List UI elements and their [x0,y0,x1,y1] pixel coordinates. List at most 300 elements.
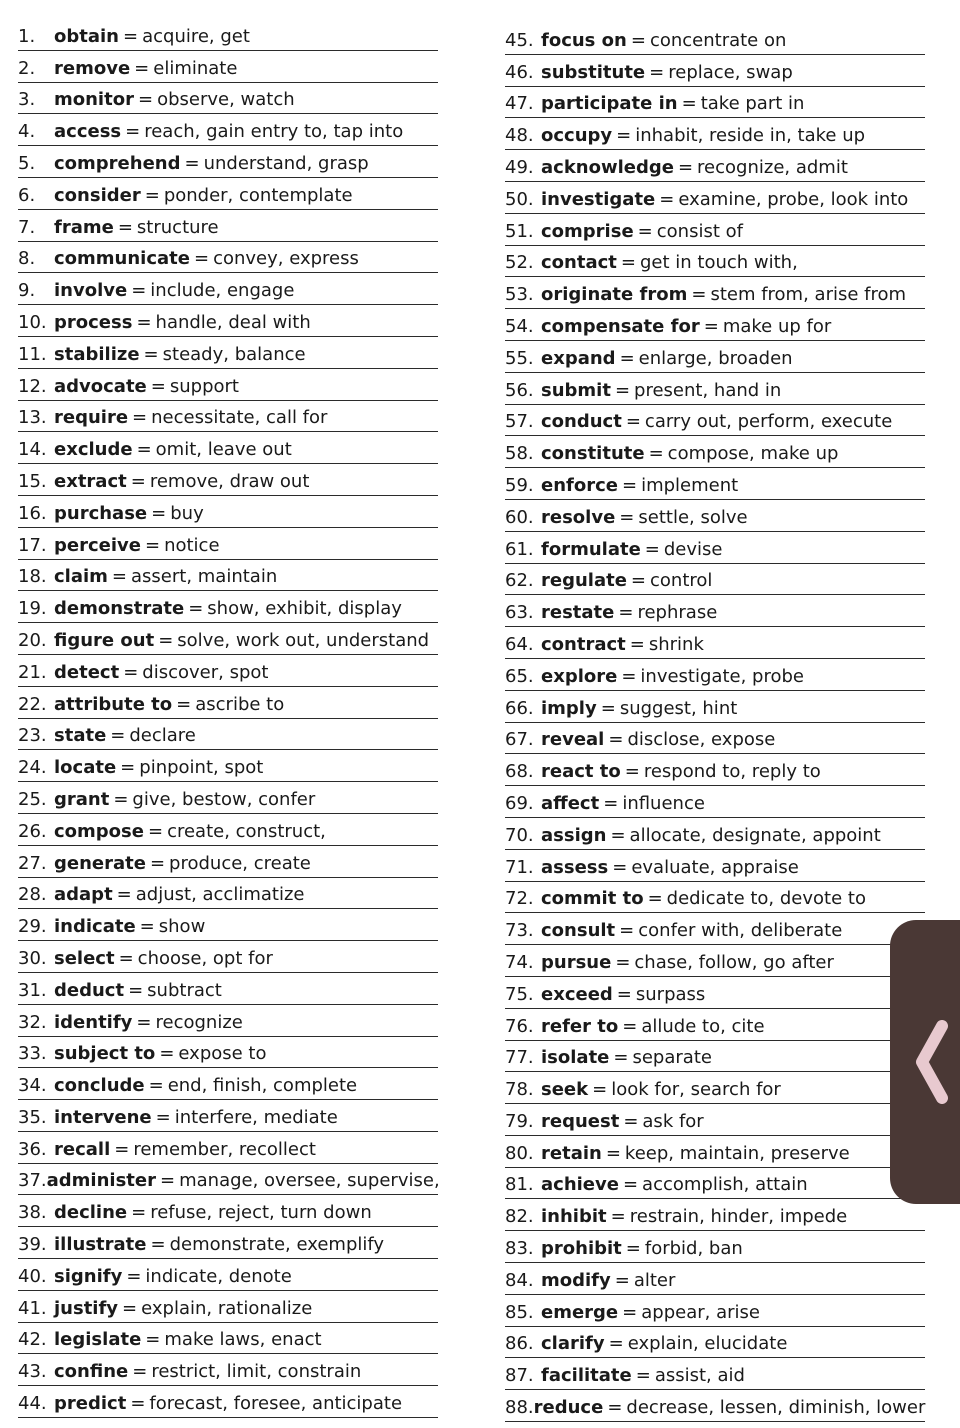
vocabulary-term: modify [541,1269,611,1291]
vocabulary-term: enforce [541,474,618,496]
vocabulary-term: clarify [541,1333,605,1355]
synonym-definition: declare [129,725,196,747]
list-item [18,624,438,655]
item-number: 31. [18,979,47,1001]
vocabulary-term: remove [54,57,131,79]
item-number: 47. [505,93,534,115]
vocabulary-term: exclude [54,439,133,461]
vocabulary-term: constitute [541,443,645,465]
item-number: 6. [18,184,36,206]
equals-sign: = [113,788,129,810]
synonym-definition: subtract [147,979,222,1001]
list-item [18,529,438,560]
synonym-definition: understand, grasp [203,152,369,174]
list-item [505,1328,925,1359]
list-item [505,88,925,119]
synonym-definition: ask for [642,1110,704,1132]
item-number: 16. [18,502,47,524]
synonym-definition: allocate, designate, appoint [629,824,881,846]
item-number: 42. [18,1329,47,1351]
synonym-definition: necessitate, call for [151,407,328,429]
equals-sign: = [622,1174,639,1196]
list-item [505,692,925,723]
list-item [505,374,925,405]
vocabulary-term: compose [54,820,144,842]
synonym-definition: show, exhibit, display [207,598,402,620]
item-number: 81. [505,1174,534,1196]
item-number: 23. [18,725,47,747]
list-item [505,1296,925,1327]
equals-sign: = [610,824,626,846]
equals-sign: = [612,856,628,878]
vocabulary-term: pursue [541,951,612,973]
equals-sign: = [150,1234,166,1256]
item-number: 37. [18,1170,47,1192]
equals-sign: = [677,156,694,178]
item-number: 46. [505,61,534,83]
synonym-definition: chase, follow, go after [634,951,834,973]
list-item [505,787,925,818]
vocabulary-term: adapt [54,884,113,906]
vocabulary-term: purchase [54,502,148,524]
synonym-definition: ponder, contemplate [163,184,353,206]
item-number: 48. [505,125,534,147]
synonym-definition: suggest, hint [619,697,738,719]
synonym-definition: remove, draw out [149,470,310,492]
list-item [18,274,438,305]
synonym-definition: adjust, acclimatize [135,884,305,906]
list-item [18,243,438,274]
synonym-definition: forbid, ban [644,1238,743,1260]
synonym-definition: produce, create [169,852,311,874]
synonym-definition: omit, leave out [155,439,292,461]
synonym-definition: buy [170,502,204,524]
synonym-definition: concentrate on [649,29,787,51]
equals-sign: = [132,407,148,429]
equals-sign: = [615,951,631,973]
vocabulary-term: stabilize [54,343,140,365]
list-item [505,342,925,373]
item-number: 50. [505,188,534,210]
list-item [18,1387,438,1418]
equals-sign: = [143,343,159,365]
list-item [18,688,438,719]
list-item [18,783,438,814]
synonym-definition: control [650,570,713,592]
item-number: 34. [18,1075,47,1097]
list-item [18,815,438,846]
equals-sign: = [130,470,146,492]
list-item [505,56,925,87]
item-number: 32. [18,1011,47,1033]
list-item [505,1264,925,1295]
vocabulary-term: emerge [541,1301,619,1323]
vocabulary-term: contract [541,633,626,655]
list-item [505,755,925,786]
synonym-definition: convey, express [213,248,359,270]
synonym-definition: discover, spot [142,661,269,683]
item-number: 63. [505,602,534,624]
synonym-definition: dedicate to, devote to [666,888,866,910]
vocabulary-term: substitute [541,61,646,83]
item-number: 44. [18,1393,47,1415]
list-item [505,1200,925,1231]
list-item [18,1006,438,1037]
list-item [18,561,438,592]
equals-sign: = [614,379,631,401]
equals-sign: = [111,566,128,588]
vocabulary-term: reveal [541,729,605,751]
item-number: 77. [505,1047,534,1069]
vocabulary-term: recall [54,1138,111,1160]
vocabulary-term: obtain [54,25,119,47]
vocabulary-term: communicate [54,248,190,270]
equals-sign: = [703,315,719,337]
list-item [18,84,438,115]
synonym-definition: allude to, cite [641,1015,765,1037]
item-number: 1. [18,25,36,47]
equals-sign: = [193,248,210,270]
vocabulary-term: frame [54,216,114,238]
synonym-definition: shrink [648,633,704,655]
list-item [18,879,438,910]
list-item [505,724,925,755]
synonym-definition: devise [663,538,723,560]
item-number: 18. [18,566,47,588]
vocabulary-term: explore [541,665,618,687]
synonym-definition: eliminate [153,57,238,79]
equals-sign: = [131,1202,147,1224]
equals-sign: = [625,411,641,433]
equals-sign: = [176,693,192,715]
vocabulary-term: indicate [54,916,136,938]
item-number: 75. [505,983,534,1005]
synonym-definition: include, engage [150,280,295,302]
item-number: 76. [505,1015,534,1037]
synonym-definition: explain, elucidate [627,1333,788,1355]
equals-sign: = [619,347,635,369]
list-item [505,501,925,532]
item-number: 62. [505,570,534,592]
vocabulary-term: resolve [541,506,616,528]
synonym-definition: refuse, reject, turn down [150,1202,372,1224]
vocabulary-term: administer [46,1170,156,1192]
vocabulary-term: retain [541,1142,602,1164]
item-number: 72. [505,888,534,910]
item-number: 26. [18,820,47,842]
equals-sign: = [137,89,154,111]
list-item [505,183,925,214]
vocabulary-term: monitor [54,89,134,111]
list-item [18,402,438,433]
item-number: 56. [505,379,534,401]
synonym-definition: evaluate, appraise [631,856,799,878]
equals-sign: = [607,1397,623,1419]
list-item [18,1228,438,1259]
item-number: 85. [505,1301,534,1323]
side-panel-tab[interactable] [890,920,960,1204]
item-number: 5. [18,152,36,174]
item-number: 64. [505,633,534,655]
vocabulary-term: expand [541,347,616,369]
item-number: 10. [18,311,47,333]
vocabulary-term: access [54,121,122,143]
equals-sign: = [623,1110,639,1132]
synonym-definition: give, bestow, confer [132,788,316,810]
equals-sign: = [600,697,616,719]
vocabulary-term: deduct [54,979,125,1001]
vocabulary-term: involve [54,280,128,302]
synonym-definition: inhabit, reside in, take up [635,125,866,147]
vocabulary-term: comprehend [54,152,181,174]
right-column [505,24,925,1423]
vocabulary-term: claim [54,566,108,588]
list-item [505,946,925,977]
list-item [18,974,438,1005]
item-number: 25. [18,788,47,810]
list-item [18,1165,438,1196]
synonym-definition: end, finish, complete [167,1075,358,1097]
item-number: 60. [505,506,534,528]
equals-sign: = [622,1301,638,1323]
item-number: 66. [505,697,534,719]
equals-sign: = [139,916,155,938]
item-number: 36. [18,1138,47,1160]
equals-sign: = [120,757,136,779]
synonym-definition: interfere, mediate [174,1106,338,1128]
item-number: 61. [505,538,534,560]
equals-sign: = [116,884,132,906]
synonym-definition: take part in [700,93,805,115]
list-item [18,847,438,878]
equals-sign: = [144,184,160,206]
vocabulary-term: inhibit [541,1206,607,1228]
list-item [505,1391,925,1422]
synonym-definition: examine, probe, look into [678,188,909,210]
equals-sign: = [131,280,147,302]
item-number: 9. [18,280,36,302]
equals-sign: = [132,1361,148,1383]
item-number: 71. [505,856,534,878]
item-number: 84. [505,1269,534,1291]
item-number: 40. [18,1265,47,1287]
synonym-definition: decrease, lessen, diminish, lower [626,1397,926,1419]
list-item [505,151,925,182]
vocabulary-term: imply [541,697,597,719]
synonym-definition: recognize [155,1011,243,1033]
equals-sign: = [614,1269,630,1291]
vocabulary-term: consider [54,184,141,206]
item-number: 35. [18,1106,47,1128]
equals-sign: = [125,121,141,143]
equals-sign: = [616,125,632,147]
list-item [505,1105,925,1136]
vocabulary-term: reduce [533,1397,604,1419]
synonym-definition: settle, solve [638,506,748,528]
synonym-definition: restrict, limit, constrain [151,1361,362,1383]
item-number: 59. [505,474,534,496]
equals-sign: = [151,502,167,524]
vocabulary-term: confine [54,1361,129,1383]
equals-sign: = [160,1170,176,1192]
synonym-definition: present, hand in [634,379,782,401]
equals-sign: = [648,443,664,465]
list-item [18,1038,438,1069]
synonym-definition: compose, make up [667,443,839,465]
item-number: 39. [18,1234,47,1256]
equals-sign: = [148,1075,164,1097]
list-item [505,628,925,659]
synonym-definition: assist, aid [654,1365,745,1387]
equals-sign: = [136,311,152,333]
item-number: 20. [18,629,47,651]
synonym-definition: steady, balance [162,343,306,365]
vocabulary-term: originate from [541,284,688,306]
equals-sign: = [647,888,663,910]
list-item [18,942,438,973]
vocabulary-term: refer to [541,1015,619,1037]
item-number: 58. [505,443,534,465]
equals-sign: = [624,761,640,783]
item-number: 45. [505,29,534,51]
item-number: 67. [505,729,534,751]
list-item [505,1042,925,1073]
equals-sign: = [619,506,635,528]
equals-sign: = [691,284,707,306]
equals-sign: = [644,538,660,560]
item-number: 55. [505,347,534,369]
equals-sign: = [608,1333,624,1355]
vocabulary-term: submit [541,379,611,401]
vocabulary-term: commit to [541,888,644,910]
item-number: 19. [18,598,47,620]
item-number: 30. [18,947,47,969]
list-item [505,819,925,850]
synonym-definition: demonstrate, exemplify [169,1234,385,1256]
equals-sign: = [619,920,635,942]
equals-sign: = [613,1047,629,1069]
vocabulary-term: signify [54,1265,123,1287]
synonym-definition: keep, maintain, preserve [624,1142,850,1164]
equals-sign: = [145,1329,161,1351]
synonym-definition: stem from, arise from [710,284,907,306]
item-number: 4. [18,121,36,143]
list-item [18,433,438,464]
synonym-definition: disclose, expose [627,729,776,751]
vocabulary-term: grant [54,788,110,810]
synonym-definition: indicate, denote [145,1265,292,1287]
equals-sign: = [144,534,161,556]
item-number: 52. [505,252,534,274]
item-number: 8. [18,248,36,270]
vocabulary-term: compensate for [541,315,700,337]
vocabulary-term: require [54,407,129,429]
item-number: 83. [505,1238,534,1260]
vocabulary-term: comprise [541,220,634,242]
list-item [505,119,925,150]
synonym-definition: enlarge, broaden [638,347,793,369]
synonym-definition: implement [641,474,739,496]
item-number: 53. [505,284,534,306]
equals-sign: = [114,1138,130,1160]
item-number: 80. [505,1142,534,1164]
list-item [505,914,925,945]
list-item [18,592,438,623]
synonym-definition: create, construct, [167,820,326,842]
vocabulary-term: figure out [54,629,155,651]
vocabulary-term: decline [54,1202,128,1224]
vocabulary-term: intervene [54,1106,152,1128]
list-item [505,247,925,278]
vocabulary-term: achieve [541,1174,619,1196]
vocabulary-term: conclude [54,1075,145,1097]
synonym-definition: forecast, foresee, anticipate [149,1393,403,1415]
list-item [18,20,438,51]
synonym-definition: expose to [178,1043,267,1065]
item-number: 87. [505,1365,534,1387]
vocabulary-term: request [541,1110,620,1132]
synonym-definition: acquire, get [142,25,250,47]
vocabulary-term: investigate [541,188,656,210]
list-item [18,751,438,782]
list-item [18,115,438,146]
vocabulary-term: state [54,725,107,747]
synonym-definition: accomplish, attain [642,1174,808,1196]
item-number: 43. [18,1361,47,1383]
vocabulary-term: detect [54,661,120,683]
equals-sign: = [128,979,144,1001]
equals-sign: = [620,252,636,274]
vocabulary-term: exceed [541,983,613,1005]
equals-sign: = [149,852,166,874]
list-item [18,720,438,751]
synonym-definition: confer with, deliberate [638,920,843,942]
list-item [18,656,438,687]
synonym-definition: rephrase [637,602,718,624]
list-item [505,883,925,914]
vocabulary-term: subject to [54,1043,156,1065]
vocabulary-term: focus on [541,29,627,51]
equals-sign: = [136,1011,152,1033]
item-number: 33. [18,1043,47,1065]
vocabulary-term: attribute to [54,693,173,715]
equals-sign: = [123,25,139,47]
list-item [18,1069,438,1100]
vocabulary-term: occupy [541,125,613,147]
item-number: 7. [18,216,36,238]
synonym-definition: ascribe to [195,693,285,715]
item-number: 74. [505,951,534,973]
chevron-left-icon[interactable] [912,1020,952,1104]
equals-sign: = [184,152,200,174]
list-item [18,179,438,210]
item-number: 70. [505,824,534,846]
list-item [505,1169,925,1200]
equals-sign: = [118,947,134,969]
synonym-definition: structure [136,216,219,238]
synonym-definition: make laws, enact [164,1329,322,1351]
list-item [505,978,925,1009]
list-item [18,338,438,369]
synonym-definition: restrain, hinder, impede [629,1206,848,1228]
item-number: 15. [18,470,47,492]
vocabulary-term: select [54,947,115,969]
vocabulary-term: restate [541,602,615,624]
synonym-definition: reach, gain entry to, tap into [144,121,404,143]
list-item [18,147,438,178]
synonym-definition: replace, swap [668,61,793,83]
vocabulary-term: prohibit [541,1238,622,1260]
